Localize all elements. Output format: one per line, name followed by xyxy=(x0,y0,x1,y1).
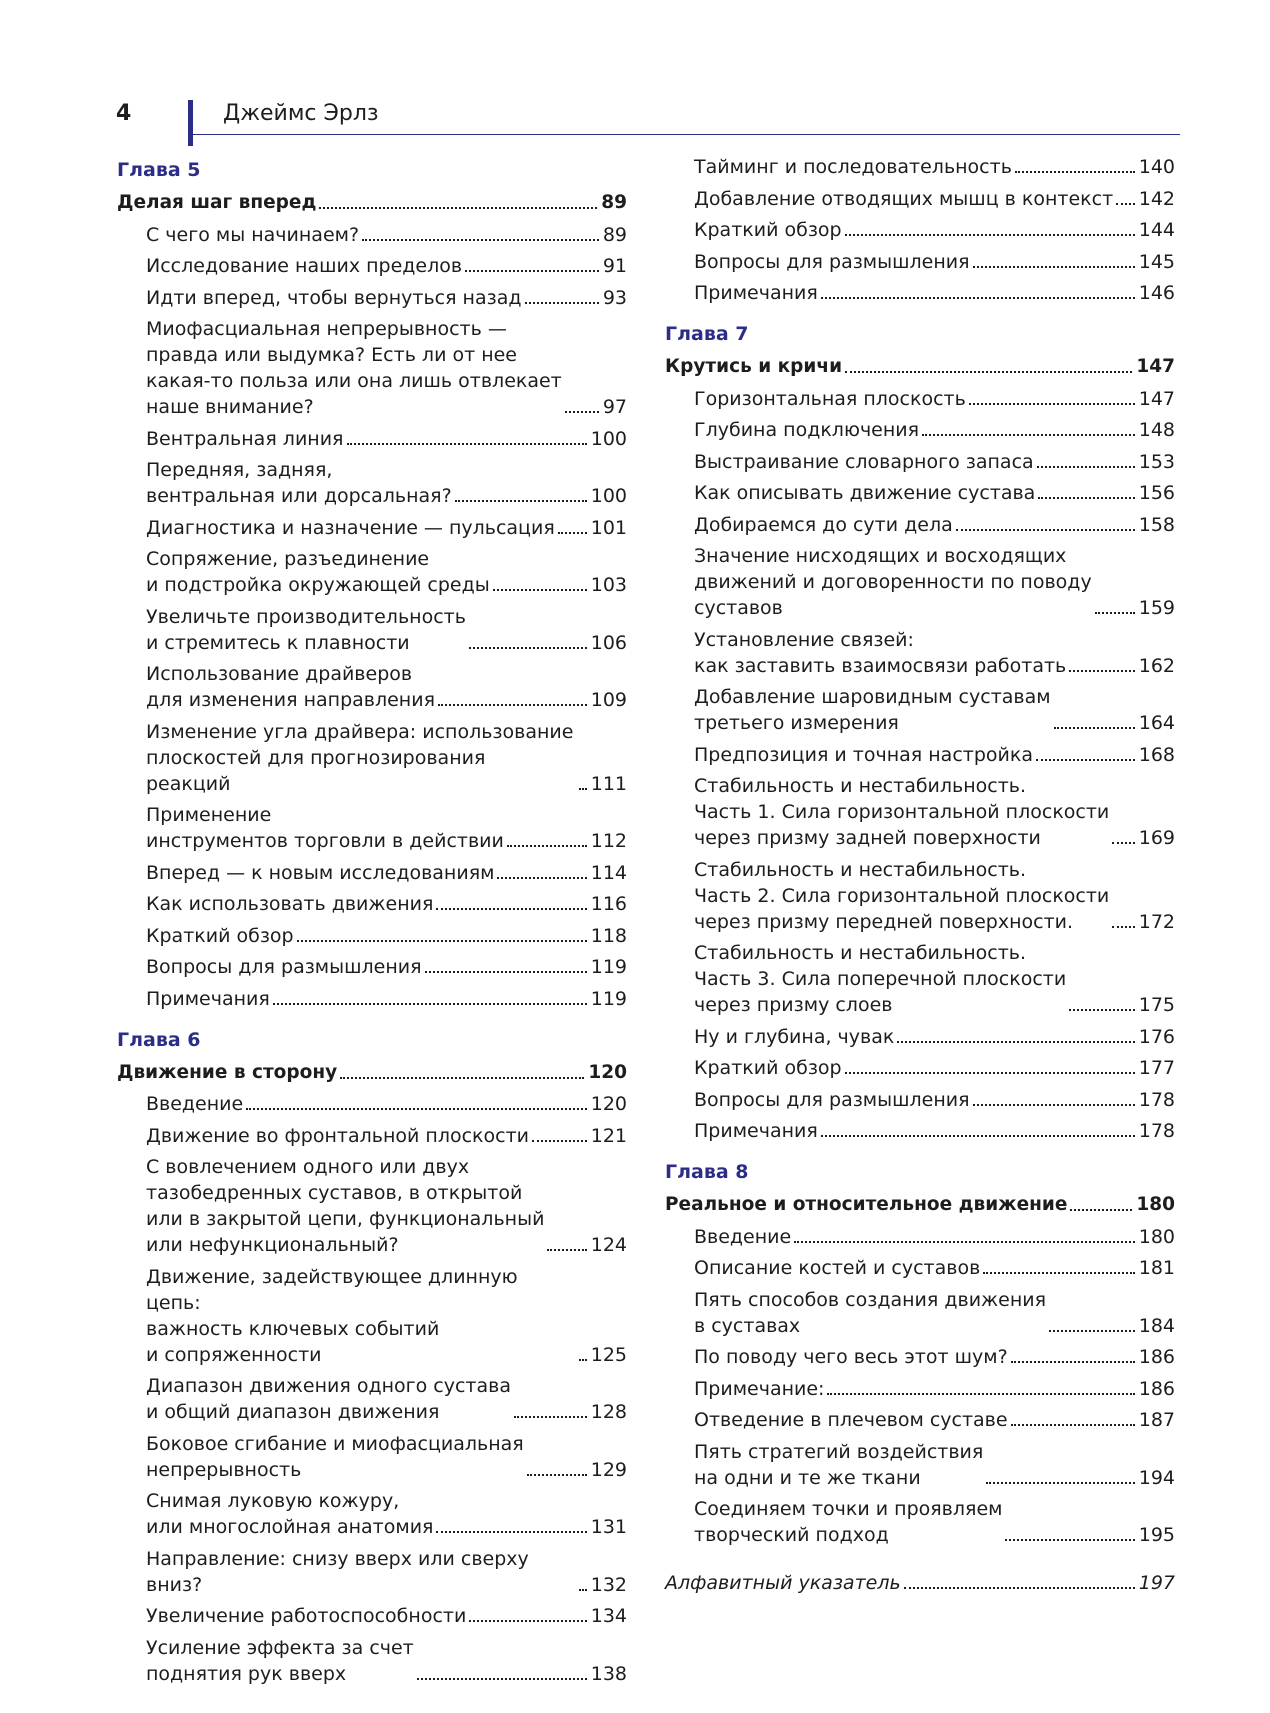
toc-page-number: 169 xyxy=(1138,827,1175,849)
dot-leader xyxy=(1116,203,1135,205)
toc-entry-text: Увеличьте производительность и стремитесь к плавности xyxy=(146,605,466,654)
toc-entry-text: Пять стратегий воздействия на одни и те же ткани xyxy=(694,1440,984,1489)
toc-page-number: 168 xyxy=(1138,743,1175,766)
toc-entry-text: Миофасциальная непрерывность — правда или выдумка? Есть ли от нее какая-то польза или она лишь отвлекает наше внимание? xyxy=(146,318,562,418)
toc-entry[interactable] xyxy=(117,954,627,980)
toc-entry-text: Краткий обзор xyxy=(694,219,842,241)
toc-entry[interactable] xyxy=(117,1264,627,1368)
toc-page-number: 112 xyxy=(590,830,627,852)
toc-entry[interactable] xyxy=(665,1496,1175,1548)
dot-leader xyxy=(904,1587,1135,1589)
toc-entry-text: Стабильность и нестабильность. Часть 2. Сила горизонтальной плоскости через призму передней поверхности. xyxy=(694,858,1110,933)
dot-leader xyxy=(469,1620,586,1622)
toc-page-number: 106 xyxy=(590,631,627,654)
chapter-heading: Глава 8 xyxy=(665,1161,749,1183)
toc-page-number: 186 xyxy=(1138,1377,1175,1400)
toc-entry-text: Как использовать движения xyxy=(146,893,434,915)
dot-leader xyxy=(922,434,1135,436)
toc-entry-text: Усиление эффекта за счет поднятия рук вверх xyxy=(146,1636,414,1685)
toc-page-number: 175 xyxy=(1138,994,1175,1016)
toc-page-number: 132 xyxy=(590,1573,627,1596)
dot-leader xyxy=(1015,171,1135,173)
page-header xyxy=(116,100,1180,146)
toc-entry[interactable] xyxy=(665,1255,1175,1281)
toc-entry[interactable] xyxy=(117,923,627,949)
toc-entry-text: Движение во фронтальной плоскости xyxy=(146,1124,529,1147)
toc-right-column xyxy=(665,154,1175,1602)
dot-leader xyxy=(347,443,587,445)
dot-leader xyxy=(794,1241,1135,1243)
dot-leader xyxy=(1112,926,1134,928)
toc-entry[interactable] xyxy=(665,512,1175,538)
toc-entry-text: Предпозиция и точная настройка xyxy=(694,743,1033,766)
toc-page-number: 101 xyxy=(590,516,627,539)
toc-page-number: 128 xyxy=(590,1401,627,1423)
toc-entry[interactable] xyxy=(665,627,1175,679)
toc-entry-text: Боковое сгибание и миофасциальная непрерывность xyxy=(146,1432,524,1481)
toc-entry-text: Добираемся до сути дела xyxy=(694,513,953,536)
header-rule xyxy=(188,134,1180,135)
toc-entry-text: Исследование наших пределов xyxy=(146,255,463,277)
toc-page-number: 100 xyxy=(590,427,627,450)
dot-leader xyxy=(1011,1424,1135,1426)
toc-entry-text: Тайминг и последовательность xyxy=(694,156,1012,178)
toc-page-number: 119 xyxy=(590,987,627,1010)
toc-entry[interactable] xyxy=(665,773,1175,851)
dot-leader xyxy=(1038,497,1134,499)
toc-entry-text: Значение нисходящих и восходящих движений и договоренности по поводу суставов xyxy=(694,545,1092,619)
toc-page-number: 124 xyxy=(590,1234,627,1256)
toc-page-number: 144 xyxy=(1138,219,1175,241)
dot-leader xyxy=(273,1003,587,1005)
dot-leader xyxy=(821,1135,1135,1137)
toc-page-number: 109 xyxy=(590,689,627,711)
toc-entry[interactable] xyxy=(665,1344,1175,1370)
toc-page-number: 129 xyxy=(590,1458,627,1481)
toc-entry[interactable] xyxy=(665,742,1175,768)
toc-entry[interactable] xyxy=(117,1488,627,1540)
toc-page-number: 111 xyxy=(590,772,627,795)
toc-entry-text: Ну и глубина, чувак xyxy=(694,1025,895,1048)
toc-page-number: 145 xyxy=(1138,250,1175,273)
toc-page-number: 142 xyxy=(1138,187,1175,210)
header-accent-bar xyxy=(188,100,193,146)
toc-entry-text: Стабильность и нестабильность. Часть 1. Сила горизонтальной плоскости через призму задней поверхности xyxy=(694,775,1110,849)
toc-entry-text: Изменение угла драйвера: использование плоскостей для прогнозирования реакций xyxy=(146,720,574,795)
toc-entry-text: Вперед — к новым исследованиям xyxy=(146,861,495,884)
toc-entry-text: Краткий обзор xyxy=(694,1057,842,1079)
toc-entry-text: Вентральная линия xyxy=(146,427,344,450)
toc-page-number: 147 xyxy=(1136,356,1175,377)
toc-page-number: 140 xyxy=(1138,156,1175,178)
toc-page-number: 178 xyxy=(1138,1120,1175,1142)
toc-entry[interactable] xyxy=(117,222,627,248)
toc-entry[interactable] xyxy=(117,546,627,598)
toc-entry[interactable] xyxy=(117,604,627,656)
toc-entry[interactable] xyxy=(665,480,1175,506)
toc-entry-text: Отведение в плечевом суставе xyxy=(694,1409,1008,1431)
toc-entry[interactable] xyxy=(117,1431,627,1483)
toc-entry-text: Крутись и кричи xyxy=(665,356,843,377)
toc-entry[interactable] xyxy=(665,154,1175,180)
dot-leader xyxy=(973,1104,1135,1106)
dot-leader xyxy=(1036,759,1135,761)
toc-entry[interactable] xyxy=(117,986,627,1012)
toc-page-number: 120 xyxy=(590,1093,627,1115)
toc-entry-text: Введение xyxy=(694,1225,792,1248)
toc-entry[interactable] xyxy=(117,802,627,854)
toc-entry-text: Использование драйверов для изменения направления xyxy=(146,663,435,711)
dot-leader xyxy=(579,1589,587,1591)
toc-page-number: 158 xyxy=(1138,513,1175,536)
toc-entry[interactable] xyxy=(665,1287,1175,1339)
toc-entry-text: Примечание: xyxy=(694,1377,825,1400)
toc-entry[interactable] xyxy=(665,1224,1175,1250)
dot-leader xyxy=(514,1416,587,1418)
toc-entry[interactable] xyxy=(117,1546,627,1598)
toc-page-number: 153 xyxy=(1138,450,1175,473)
toc-entry-text: Введение xyxy=(146,1093,244,1115)
dot-leader xyxy=(436,1531,586,1533)
toc-entry-text: Как описывать движение сустава xyxy=(694,482,1036,504)
toc-entry[interactable] xyxy=(117,1091,627,1117)
dot-leader xyxy=(493,589,587,591)
dot-leader xyxy=(469,647,587,649)
toc-page-number: 172 xyxy=(1138,910,1175,933)
toc-entry[interactable] xyxy=(665,249,1175,275)
dot-leader xyxy=(579,1359,587,1361)
toc-entry[interactable] xyxy=(665,1118,1175,1144)
dot-leader xyxy=(497,877,586,879)
toc-page-number: 194 xyxy=(1138,1466,1175,1489)
toc-entry-text: Реальное и относительное движение xyxy=(665,1194,1068,1215)
toc-page-number: 121 xyxy=(590,1124,627,1147)
toc-entry-text: Выстраивание словарного запаса xyxy=(694,450,1034,473)
dot-leader xyxy=(340,1077,584,1079)
toc-entry-text: Направление: снизу вверх или сверху вниз? xyxy=(146,1547,529,1596)
toc-entry[interactable] xyxy=(117,1603,627,1629)
dot-leader xyxy=(1112,842,1134,844)
toc-page-number: 162 xyxy=(1138,654,1175,677)
chapter-title-entry[interactable] xyxy=(665,354,1175,380)
toc-entry-text: Примечания xyxy=(694,1120,818,1142)
toc-entry-text: С чего мы начинаем? xyxy=(146,223,360,246)
dot-leader xyxy=(986,1482,1134,1484)
dot-leader xyxy=(845,1072,1135,1074)
toc-entry-text: Стабильность и нестабильность. Часть 3. Сила поперечной плоскости через призму слоев xyxy=(694,942,1067,1016)
toc-entry-text: Идти вперед, чтобы вернуться назад xyxy=(146,286,522,309)
toc-entry[interactable] xyxy=(665,1087,1175,1113)
dot-leader xyxy=(1095,612,1135,614)
toc-page-number: 187 xyxy=(1138,1409,1175,1431)
dot-leader xyxy=(1069,1009,1135,1011)
toc-entry-text: Диапазон движения одного сустава и общий диапазон движения xyxy=(146,1375,511,1423)
dot-leader xyxy=(558,532,587,534)
toc-entry[interactable] xyxy=(665,857,1175,935)
toc-entry[interactable] xyxy=(665,1439,1175,1491)
toc-entry[interactable] xyxy=(117,1635,627,1687)
toc-page-number: 178 xyxy=(1138,1088,1175,1111)
dot-leader xyxy=(897,1041,1134,1043)
toc-entry-text: Вопросы для размышления xyxy=(146,956,422,978)
toc-page-number: 176 xyxy=(1138,1025,1175,1048)
toc-entry-text: Добавление отводящих мышц в контекст xyxy=(694,187,1114,210)
chapter-heading: Глава 7 xyxy=(665,323,749,345)
toc-entry-text: Движение в сторону xyxy=(117,1061,338,1083)
toc-entry-text: Вопросы для размышления xyxy=(694,250,970,273)
toc-entry[interactable] xyxy=(117,515,627,541)
dot-leader xyxy=(973,266,1135,268)
dot-leader xyxy=(1049,1330,1135,1332)
toc-entry-text: Пять способов создания движения в суставах xyxy=(694,1288,1047,1337)
toc-entry-text: Установление связей: как заставить взаимосвязи работать xyxy=(694,628,1067,677)
toc-entry[interactable] xyxy=(117,1373,627,1425)
toc-page-number: 164 xyxy=(1138,712,1175,734)
toc-entry-text: Увеличение работоспособности xyxy=(146,1605,467,1627)
toc-page-number: 146 xyxy=(1138,282,1175,304)
toc-entry[interactable] xyxy=(117,860,627,886)
toc-entry[interactable] xyxy=(665,940,1175,1018)
toc-entry-text: Алфавитный указатель xyxy=(665,1572,901,1594)
toc-page-number: 138 xyxy=(590,1662,627,1685)
toc-entry-text: Сопряжение, разъединение и подстройка окружающей среды xyxy=(146,548,490,596)
toc-page-number: 147 xyxy=(1138,387,1175,410)
dot-leader xyxy=(547,1249,586,1251)
dot-leader xyxy=(845,234,1135,236)
chapter-title-entry[interactable] xyxy=(665,1192,1175,1218)
toc-entry-text: Описание костей и суставов xyxy=(694,1257,981,1279)
dot-leader xyxy=(465,270,599,272)
chapter-heading: Глава 6 xyxy=(117,1028,201,1051)
toc-entry[interactable] xyxy=(117,661,627,713)
toc-entry-text: Применение инструментов торговли в действии xyxy=(146,804,504,852)
toc-page-number: 116 xyxy=(590,893,627,915)
toc-entry[interactable] xyxy=(117,285,627,311)
dot-leader xyxy=(425,971,587,973)
dot-leader xyxy=(579,788,587,790)
toc-page-number: 197 xyxy=(1138,1572,1175,1594)
toc-entry[interactable] xyxy=(665,1055,1175,1081)
dot-leader xyxy=(507,845,587,847)
dot-leader xyxy=(1011,1361,1135,1363)
chapter-heading: Глава 5 xyxy=(117,159,201,181)
toc-page-number: 100 xyxy=(590,485,627,507)
dot-leader xyxy=(417,1678,587,1680)
toc-page-number: 177 xyxy=(1138,1057,1175,1079)
chapter-title-entry[interactable] xyxy=(117,1060,627,1086)
toc-entry[interactable] xyxy=(117,457,627,509)
toc-page-number: 131 xyxy=(590,1516,627,1538)
toc-page-number: 114 xyxy=(590,861,627,884)
toc-entry-text: Добавление шаровидным суставам третьего измерения xyxy=(694,686,1051,734)
toc-left-column xyxy=(117,154,627,1692)
toc-page-number: 159 xyxy=(1138,597,1175,619)
dot-leader xyxy=(1070,1209,1132,1211)
dot-leader xyxy=(362,239,599,241)
dot-leader xyxy=(983,1272,1134,1274)
toc-entry[interactable] xyxy=(665,186,1175,212)
dot-leader xyxy=(438,704,587,706)
toc-entry[interactable] xyxy=(665,1376,1175,1402)
dot-leader xyxy=(956,529,1135,531)
toc-page-number: 184 xyxy=(1138,1314,1175,1337)
dot-leader xyxy=(527,1474,587,1476)
toc-page-number: 180 xyxy=(1138,1225,1175,1248)
toc-entry[interactable] xyxy=(117,426,627,452)
toc-page-number: 180 xyxy=(1136,1194,1175,1215)
dot-leader xyxy=(455,500,587,502)
toc-entry[interactable] xyxy=(665,280,1175,306)
toc-entry[interactable] xyxy=(665,386,1175,412)
dot-leader xyxy=(845,371,1132,373)
toc-entry-text: Делая шаг вперед xyxy=(117,192,317,213)
toc-entry-text: Снимая луковую кожуру, или многослойная анатомия xyxy=(146,1490,434,1538)
toc-entry[interactable] xyxy=(117,719,627,797)
toc-entry-text: Глубина подключения xyxy=(694,419,920,441)
dot-leader xyxy=(1005,1539,1134,1541)
toc-page-number: 103 xyxy=(590,574,627,596)
toc-page-number: 195 xyxy=(1138,1524,1175,1546)
chapter-title-entry[interactable] xyxy=(117,190,627,216)
dot-leader xyxy=(1054,727,1135,729)
toc-page-number: 125 xyxy=(590,1343,627,1366)
dot-leader xyxy=(821,297,1135,299)
toc-page-number: 89 xyxy=(601,192,627,213)
toc-entry[interactable] xyxy=(665,684,1175,736)
toc-entry[interactable] xyxy=(665,543,1175,621)
toc-page-number: 181 xyxy=(1138,1257,1175,1279)
toc-entry-text: Примечания xyxy=(146,987,270,1010)
toc-entry[interactable] xyxy=(117,891,627,917)
toc-entry[interactable] xyxy=(665,1024,1175,1050)
toc-page-number: 134 xyxy=(590,1605,627,1627)
toc-entry[interactable] xyxy=(665,417,1175,443)
toc-entry-text: Соединяем точки и проявляем творческий подход xyxy=(694,1498,1003,1546)
dot-leader xyxy=(969,403,1135,405)
toc-page-number: 97 xyxy=(602,396,627,418)
toc-page-number: 186 xyxy=(1138,1346,1175,1368)
toc-page-number: 119 xyxy=(590,956,627,978)
dot-leader xyxy=(1037,466,1135,468)
toc-entry[interactable] xyxy=(117,316,627,420)
toc-page-number: 120 xyxy=(588,1061,627,1083)
toc-page-number: 156 xyxy=(1138,482,1175,504)
toc-page-number: 148 xyxy=(1138,419,1175,441)
toc-entry[interactable] xyxy=(665,1407,1175,1433)
toc-entry-text: Примечания xyxy=(694,282,818,304)
dot-leader xyxy=(436,908,586,910)
running-head-author: Джеймс Эрлз xyxy=(223,101,379,126)
toc-page-number: 118 xyxy=(590,924,627,947)
toc-entry[interactable] xyxy=(117,1154,627,1258)
dot-leader xyxy=(532,1140,587,1142)
dot-leader xyxy=(1069,670,1135,672)
toc-entry-text: Горизонтальная плоскость xyxy=(694,387,966,410)
toc-entry-text: Диагностика и назначение — пульсация xyxy=(146,516,555,539)
toc-entry-text: С вовлечением одного или двух тазобедренных суставов, в открытой или в закрытой цепи, функциональный или нефункциональный? xyxy=(146,1156,545,1256)
toc-page-number: 89 xyxy=(602,223,627,246)
toc-entry[interactable] xyxy=(117,253,627,279)
dot-leader xyxy=(565,411,599,413)
dot-leader xyxy=(827,1393,1134,1395)
toc-entry-text: Вопросы для размышления xyxy=(694,1088,970,1111)
toc-page-number: 93 xyxy=(602,286,627,309)
dot-leader xyxy=(319,207,597,209)
toc-entry-text: Движение, задействующее длинную цепь: важность ключевых событий и сопряженности xyxy=(146,1265,518,1366)
dot-leader xyxy=(297,940,587,942)
page-number: 4 xyxy=(116,101,132,126)
toc-entry-text: По поводу чего весь этот шум? xyxy=(694,1346,1008,1368)
index-entry[interactable] xyxy=(665,1570,1175,1596)
toc-entry-text: Краткий обзор xyxy=(146,924,294,947)
dot-leader xyxy=(525,302,599,304)
toc-entry[interactable] xyxy=(117,1123,627,1149)
toc-entry-text: Передняя, задняя, вентральная или дорсальная? xyxy=(146,459,452,507)
toc-entry[interactable] xyxy=(665,449,1175,475)
toc-page-number: 91 xyxy=(602,255,627,277)
toc-entry[interactable] xyxy=(665,217,1175,243)
dot-leader xyxy=(246,1108,587,1110)
